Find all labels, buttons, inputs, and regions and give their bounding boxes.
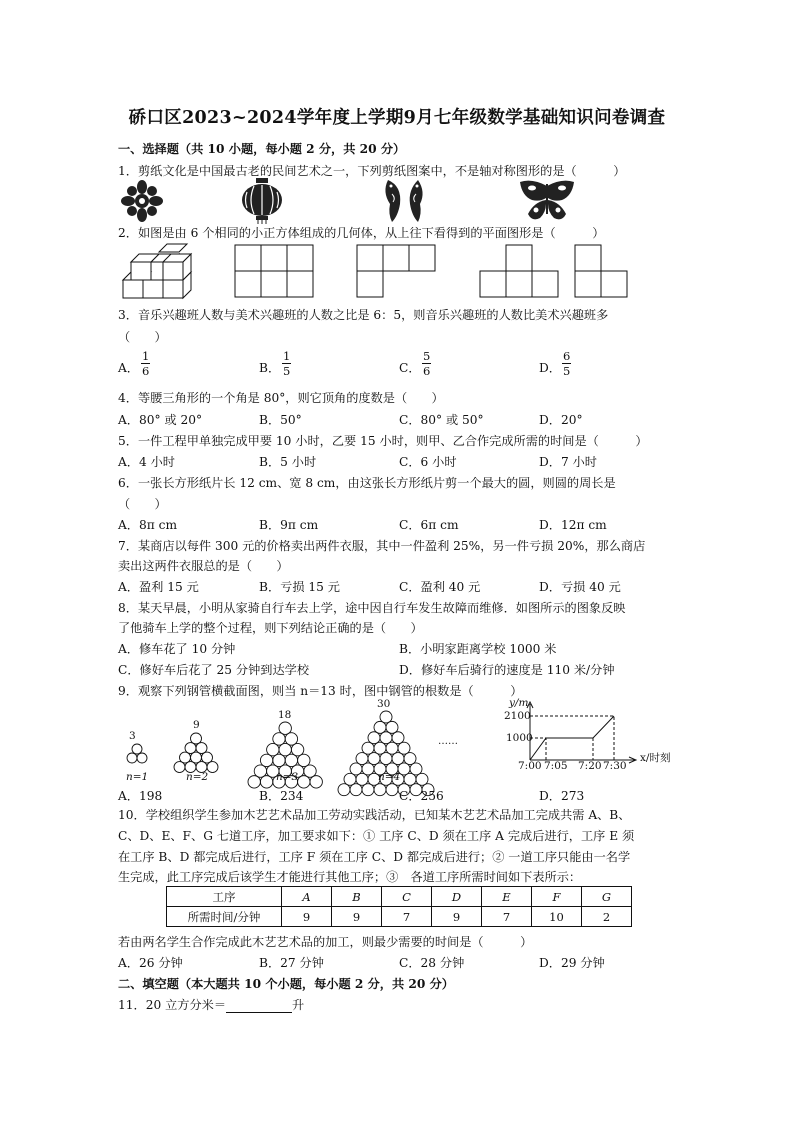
q3-option-c-fraction: $\frac{5}{6}$ [423, 349, 431, 378]
table-cell: C [382, 887, 432, 907]
q11-answer-blank[interactable] [226, 1000, 292, 1013]
q7-option-c: C．盈利 40 元 [399, 580, 481, 594]
q7-option-b: B．亏损 15 元 [259, 580, 340, 594]
table-cell: 所需时间/分钟 [167, 907, 282, 927]
table-cell: G [582, 887, 632, 907]
q6-stem-line2: （ ） [118, 497, 167, 511]
q4-option-a: A．80° 或 20° [118, 413, 203, 427]
papercut-flower-image [118, 180, 166, 222]
table-cell: 9 [332, 907, 382, 927]
pipe-label-n3: n=3 [276, 771, 299, 783]
q10-stem-line1: 10．学校组织学生参加木艺艺术品加工劳动实践活动，已知某木艺艺术品加工完成共需 A、B、 [118, 808, 631, 822]
q9-stem: 9．观察下列钢管横截面图，则当 n＝13 时，图中钢管的根数是（ ） [118, 684, 523, 698]
pipe-label-n1: n=1 [126, 771, 149, 783]
q4-stem: 4．等腰三角形的一个角是 80°，则它顶角的度数是（ ） [118, 391, 444, 405]
pipe-count-n1: 3 [129, 730, 136, 742]
q4-option-b: B．50° [259, 413, 302, 427]
q9-option-d: D．273 [539, 789, 585, 803]
q11-before: 11．20 立方分米＝ [118, 998, 227, 1012]
q11-stem [118, 996, 304, 1013]
pipe-stack-n3 [247, 721, 327, 771]
q10-option-a: A．26 分钟 [118, 956, 183, 970]
cube-solid-image [121, 244, 193, 300]
q5-option-b: B．5 小时 [259, 455, 317, 469]
table-cell: 工序 [167, 887, 282, 907]
papercut-fish-image [378, 176, 430, 224]
graph-ytick-1000: 1000 [506, 732, 533, 744]
q7-option-d: D．亏损 40 元 [539, 580, 621, 594]
table-cell: 7 [382, 907, 432, 927]
q10-option-c: C．28 分钟 [399, 956, 465, 970]
option-b-top-view [356, 244, 438, 300]
graph-xtick-720: 7:20 [578, 760, 602, 772]
process-time-table [166, 886, 632, 927]
pipe-stack-n2 [173, 732, 223, 770]
table-cell: 7 [482, 907, 532, 927]
graph-xtick-700: 7:00 [518, 760, 542, 772]
q10-option-d: D．29 分钟 [539, 956, 605, 970]
q6-option-b: B．9π cm [259, 518, 319, 532]
q5-stem: 5．一件工程甲单独完成甲要 10 小时，乙要 15 小时，则甲、乙合作完成所需的时间是（ ） [118, 434, 648, 448]
pipe-count-n2: 9 [193, 719, 200, 731]
q7-stem-line2: 卖出这两件衣服总的是（ ） [118, 559, 289, 573]
q11-after: 升 [292, 998, 305, 1012]
q10-option-b: B．27 分钟 [259, 956, 324, 970]
q10-stem-line4: 生完成，此工序完成后该学生才能进行其他工序；③ 各道工序所需时间如下表所示： [118, 870, 582, 884]
section2-heading: 二、填空题（本大题共 10 个小题，每小题 2 分，共 20 分） [118, 977, 454, 991]
table-cell: B [332, 887, 382, 907]
option-d-top-view [574, 244, 630, 300]
q8-stem-line1: 8．某天早晨，小明从家骑自行车去上学，途中因自行车发生故障而维修．如图所示的图象反映 [118, 601, 626, 615]
graph-ytick-2100: 2100 [504, 710, 531, 722]
pipe-label-n4: n=4 [378, 771, 401, 783]
q9-option-c: C．256 [399, 789, 444, 803]
table-cell: 9 [432, 907, 482, 927]
table-cell: A [282, 887, 332, 907]
q8-stem-line2: 了他骑车上学的整个过程，则下列结论正确的是（ ） [118, 621, 423, 635]
table-cell: D [432, 887, 482, 907]
pipe-count-n3: 18 [278, 709, 292, 721]
table-cell: E [482, 887, 532, 907]
section1-heading: 一、选择题（共 10 小题，每小题 2 分，共 20 分） [118, 142, 406, 156]
q9-option-b: B．234 [259, 789, 304, 803]
q8-option-a: A．修车花了 10 分钟 [118, 642, 236, 656]
pipe-stack-n4 [337, 710, 437, 772]
q10-stem-line2: C、D、E、F、G 七道工序，加工要求如下：① 工序 C、D 须在工序 A 完成后进行，工序 E 须 [118, 829, 635, 843]
q9-option-a: A．198 [118, 789, 163, 803]
q7-stem-line1: 7．某商店以每件 300 元的价格卖出两件衣服，其中一件盈利 25%，另一件亏损 20%，那么商店 [118, 539, 646, 553]
q3-stem-line1: 3．音乐兴趣班人数与美术兴趣班的人数之比是 6：5，则音乐兴趣班的人数比美术兴趣班多 [118, 308, 609, 322]
graph-y-label: y/m [509, 697, 529, 709]
q3-option-b-label: B． [259, 361, 281, 375]
q3-option-a-fraction: $\frac{1}{6}$ [142, 349, 150, 378]
table-cell: 10 [532, 907, 582, 927]
graph-xtick-730: 7:30 [603, 760, 627, 772]
q8-option-b: B．小明家距离学校 1000 米 [399, 642, 557, 656]
table-header-row [167, 887, 632, 907]
papercut-lantern-image [240, 178, 284, 224]
q6-option-c: C．6π cm [399, 518, 459, 532]
option-a-top-view [234, 244, 316, 300]
pipe-count-n4: 30 [377, 698, 391, 710]
q2-stem: 2．如图是由 6 个相同的小正方体组成的几何体，从上往下看得到的平面图形是（ ） [118, 226, 605, 240]
graph-xtick-705: 7:05 [544, 760, 568, 772]
q6-stem-line1: 6．一张长方形纸片长 12 cm、宽 8 cm，由这张长方形纸片剪一个最大的圆，则圆的周长是 [118, 476, 616, 490]
pipe-stack-n1 [124, 743, 150, 767]
table-cell: F [532, 887, 582, 907]
q4-option-d: D．20° [539, 413, 583, 427]
q3-option-c-label: C． [399, 361, 421, 375]
q10-stem-line3: 在工序 B、D 都完成后进行，工序 F 须在工序 C、D 都完成后进行；② 一道工序只能由一名学 [118, 850, 631, 864]
q6-option-a: A．8π cm [118, 518, 178, 532]
table-cell: 9 [282, 907, 332, 927]
q5-option-a: A．4 小时 [118, 455, 175, 469]
option-c-top-view [479, 244, 561, 300]
pipe-label-n2: n=2 [186, 771, 209, 783]
q3-option-d-label: D． [539, 361, 561, 375]
q3-option-b-fraction: $\frac{1}{5}$ [283, 349, 291, 378]
papercut-butterfly-image [518, 178, 576, 224]
pipe-sequence-ellipsis: …… [438, 736, 458, 747]
q7-option-a: A．盈利 15 元 [118, 580, 199, 594]
q1-stem: 1．剪纸文化是中国最古老的民间艺术之一，下列剪纸图案中，不是轴对称图形的是（ ） [118, 164, 626, 178]
q4-option-c: C．80° 或 50° [399, 413, 484, 427]
q8-option-c: C．修好车后花了 25 分钟到达学校 [118, 663, 310, 677]
table-cell: 2 [582, 907, 632, 927]
table-row [167, 907, 632, 927]
graph-x-label: x/时刻 [640, 752, 671, 764]
q5-option-d: D．7 小时 [539, 455, 597, 469]
q8-option-d: D．修好车后骑行的速度是 110 米/分钟 [399, 663, 615, 677]
q3-stem-line2: （ ） [118, 330, 167, 344]
page-title: 硚口区2023~2024学年度上学期9月七年级数学基础知识问卷调查 [128, 108, 666, 128]
q6-option-d: D．12π cm [539, 518, 607, 532]
q3-option-d-fraction: $\frac{6}{5}$ [563, 349, 571, 378]
q5-option-c: C．6 小时 [399, 455, 457, 469]
q10-stem-line5: 若由两名学生合作完成此木艺艺术品的加工，则最少需要的时间是（ ） [118, 935, 533, 949]
q3-option-a-label: A． [118, 361, 139, 375]
